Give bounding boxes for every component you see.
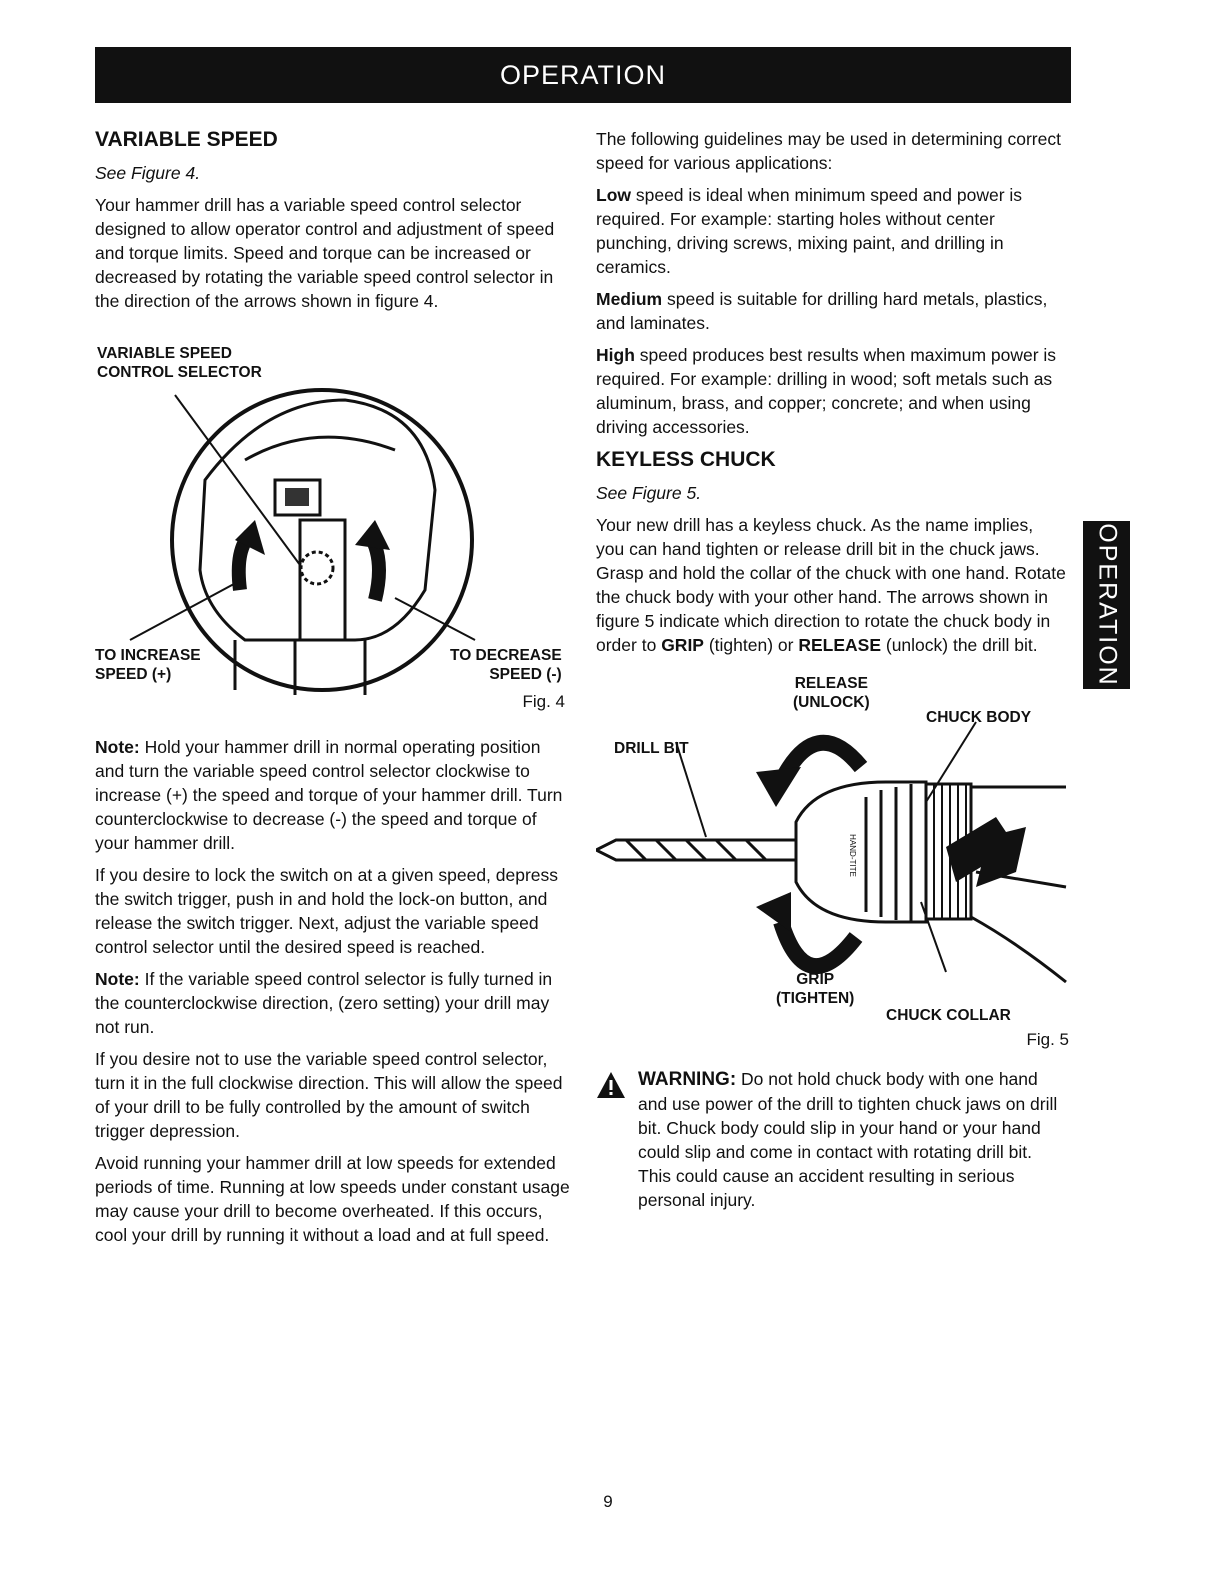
warning-text-block xyxy=(638,1067,1066,1212)
high-speed-label: High xyxy=(596,345,635,365)
warning-text: Do not hold chuck body with one hand and use power of the drill to tighten chuck jaws on drill bit. Chuck body could slip in your hand or your hand could slip and come in contact with rotating drill bit. This could cause an accident resulting in serious personal injury. xyxy=(638,1069,1058,1210)
page-header-bar xyxy=(95,47,1071,103)
warning-triangle-icon xyxy=(596,1071,626,1099)
note-label: Note: xyxy=(95,969,140,989)
note-zero-setting-paragraph xyxy=(95,967,570,1039)
release-unlock-label: RELEASE (UNLOCK) xyxy=(793,675,870,711)
note-clockwise-text: Hold your hammer drill in normal operating position and turn the variable speed control selector clockwise to increase (+) the speed and torque of your hammer drill. Turn counterclockwise to decrease (-) the speed and torque of your hammer drill. xyxy=(95,737,563,853)
keyless-chuck-text-b: (tighten) or xyxy=(703,635,799,655)
keyless-chuck-heading: KEYLESS CHUCK xyxy=(596,448,776,471)
medium-speed-paragraph xyxy=(596,287,1066,335)
section-side-tab xyxy=(1083,521,1130,689)
figure-4 xyxy=(95,340,570,720)
no-selector-paragraph: If you desire not to use the variable speed control selector, turn it in the full clockwise direction. This will allow the speed of your drill to be fully controlled by the amount of switch trigger depression. xyxy=(95,1049,563,1141)
chuck-brand-label: HAND-TITE xyxy=(847,834,857,877)
keyless-chuck-text-c: (unlock) the drill bit. xyxy=(881,635,1038,655)
note-zero-setting-text: If the variable speed control selector is fully turned in the counterclockwise direction, (zero setting) your drill may not run. xyxy=(95,969,553,1037)
side-tab-label: OPERATION xyxy=(1093,523,1121,687)
variable-speed-section xyxy=(95,127,570,321)
chuck-collar-label: CHUCK COLLAR xyxy=(886,1007,1011,1024)
medium-speed-text: speed is suitable for drilling hard metals, plastics, and laminates. xyxy=(596,289,1048,333)
grip-word: GRIP xyxy=(661,635,704,655)
release-word: RELEASE xyxy=(798,635,881,655)
variable-speed-intro: Your hammer drill has a variable speed control selector designed to allow operator control and adjustment of speed and torque limits. Speed and torque can be increased or decreased by rotating the variable speed control selector in the direction of the arrows shown in figure 4. xyxy=(95,195,555,311)
keyless-chuck-text-a: Your new drill has a keyless chuck. As the name implies, you can hand tighten or release drill bit in the chuck jaws. Grasp and hold the collar of the chuck with one hand. Rotate the chuck body with your other hand. The arrows shown in figure 5 indicate which direction to rotate the chuck body in order to xyxy=(596,515,1066,655)
note-clockwise-paragraph xyxy=(95,735,570,855)
medium-speed-label: Medium xyxy=(596,289,663,309)
low-speed-label: Low xyxy=(596,185,631,205)
lock-on-paragraph: If you desire to lock the switch on at a given speed, depress the switch trigger, push in and hold the lock-on button, and release the switch trigger. Next, adjust the variable speed control selector until the desired speed is reached. xyxy=(95,865,559,957)
page-title: OPERATION xyxy=(499,60,667,90)
see-figure-4: See Figure 4. xyxy=(95,163,201,183)
warning-block xyxy=(596,1067,1066,1212)
figure-4-caption: Fig. 4 xyxy=(522,692,565,711)
speed-guidelines-section xyxy=(596,127,1066,665)
variable-speed-notes xyxy=(95,735,570,1255)
figure-5-caption: Fig. 5 xyxy=(1026,1030,1069,1049)
drill-bit-label: DRILL BIT xyxy=(614,740,689,757)
to-increase-speed-label: TO INCREASE SPEED (+) xyxy=(95,647,201,683)
warning-label: WARNING: xyxy=(638,1069,737,1090)
low-speed-paragraph xyxy=(596,183,1066,279)
see-figure-5: See Figure 5. xyxy=(596,483,702,503)
to-decrease-speed-label: TO DECREASE SPEED (-) xyxy=(450,647,562,683)
high-speed-paragraph xyxy=(596,343,1066,439)
high-speed-text: speed produces best results when maximum power is required. For example: drilling in wood; soft metals such as aluminum, brass, and copper; concrete; and when using driving accessories. xyxy=(596,345,1057,437)
keyless-chuck-paragraph xyxy=(596,513,1066,657)
grip-tighten-label: GRIP (TIGHTEN) xyxy=(776,971,855,1007)
chuck-body-label: CHUCK BODY xyxy=(926,709,1032,726)
variable-speed-heading: VARIABLE SPEED xyxy=(95,128,278,151)
variable-speed-selector-label: VARIABLE SPEED CONTROL SELECTOR xyxy=(97,345,262,381)
avoid-low-speed-paragraph: Avoid running your hammer drill at low speeds for extended periods of time. Running at low speeds under constant usage may cause your drill to become overheated. If this occurs, cool your drill by running it without a load and at full speed. xyxy=(95,1153,570,1245)
page-number: 9 xyxy=(603,1492,613,1511)
low-speed-text: speed is ideal when minimum speed and power is required. For example: starting holes without center punching, driving screws, mixing paint, and drilling in ceramics. xyxy=(596,185,1023,277)
figure-5 xyxy=(596,672,1071,1057)
note-label: Note: xyxy=(95,737,140,757)
speed-guidelines-intro: The following guidelines may be used in determining correct speed for various applications: xyxy=(596,129,1061,173)
